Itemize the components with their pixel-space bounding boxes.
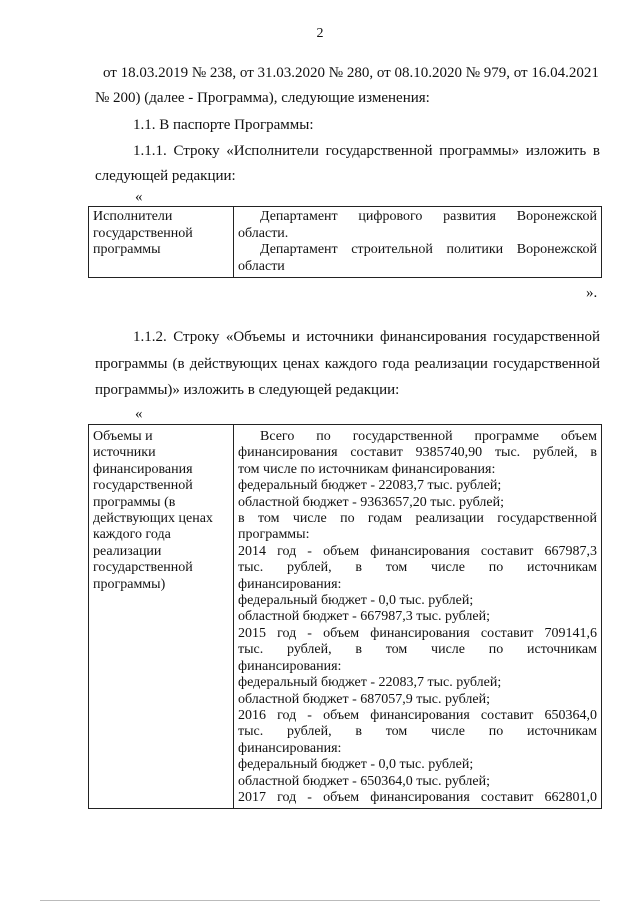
funding-value-line: 2015 год - объем финансирования составит 709141,6: [238, 625, 597, 641]
executors-value-line: области: [238, 258, 285, 274]
funding-value-line: финансирования:: [238, 658, 342, 674]
item-1-1-2-line-3: программы)» изложить в следующей редакции:: [95, 382, 400, 398]
item-1-1-1-line-2: следующей редакции:: [95, 168, 236, 184]
funding-value-line: тыс. рублей, в том числе по источникам: [238, 642, 597, 658]
item-1-1-1-line-1: 1.1.1. Строку «Исполнители государственной программы» изложить в: [133, 143, 600, 159]
funding-value-line: федеральный бюджет - 0,0 тыс. рублей;: [238, 593, 474, 609]
funding-label-line: государственной: [93, 478, 193, 494]
item-1-1-2-line-2: программы (в действующих ценах каждого года реализации государственной: [95, 356, 600, 372]
funding-value-line: федеральный бюджет - 22083,7 тыс. рублей;: [238, 675, 502, 691]
funding-value-line: областной бюджет - 650364,0 тыс. рублей;: [238, 773, 490, 789]
funding-label-cell: [89, 425, 234, 809]
funding-label-line: каждого года: [93, 527, 171, 543]
executors-label-line: программы: [93, 242, 161, 257]
funding-value-line: 2014 год - объем финансирования составит 667987,3: [238, 543, 597, 559]
funding-value-line: финансирования:: [238, 740, 342, 756]
funding-value-cell: [234, 425, 602, 809]
opening-quote-1: «: [135, 189, 143, 205]
funding-label-line: программы (в: [93, 494, 176, 510]
executors-label-line: Исполнители: [93, 209, 173, 224]
page-number: 2: [316, 26, 324, 41]
intro-line-1: от 18.03.2019 № 238, от 31.03.2020 № 280, от 08.10.2020 № 979, от 16.04.2021: [103, 65, 599, 81]
funding-label-line: Объемы и: [93, 429, 153, 444]
funding-label-line: источники: [93, 445, 156, 461]
executors-value-line: области.: [238, 225, 289, 241]
funding-label-line: реализации: [93, 543, 162, 559]
executors-label-cell: [89, 207, 234, 278]
funding-label-line: действующих ценах: [93, 511, 213, 527]
intro-line-2: № 200) (далее - Программа), следующие изменения:: [95, 90, 430, 106]
funding-value-line: том числе по источникам финансирования:: [238, 461, 496, 477]
executors-value-line: Департамент строительной политики Воронежской: [260, 242, 597, 257]
funding-value-line: в том числе по годам реализации государственной: [238, 511, 597, 527]
funding-value-line: тыс. рублей, в том числе по источникам: [238, 560, 597, 576]
executors-label-line: государственной: [93, 225, 193, 241]
funding-value-line: финансирования составит 9385740,90 тыс. рублей, в: [238, 445, 597, 461]
item-1-1-heading: 1.1. В паспорте Программы:: [133, 117, 314, 133]
funding-value-line: федеральный бюджет - 0,0 тыс. рублей;: [238, 757, 474, 773]
funding-value-line: областной бюджет - 9363657,20 тыс. рублей;: [238, 494, 504, 510]
executors-value-cell: [234, 207, 602, 278]
bottom-rule: [40, 900, 600, 901]
funding-value-line: финансирования:: [238, 576, 342, 592]
funding-label-line: финансирования: [93, 461, 193, 477]
funding-value-line: Всего по государственной программе объем: [260, 429, 597, 444]
funding-value-line: областной бюджет - 687057,9 тыс. рублей;: [238, 691, 490, 707]
item-1-1-2-line-1: 1.1.2. Строку «Объемы и источники финансирования государственной: [133, 329, 600, 345]
funding-value-line: тыс. рублей, в том числе по источникам: [238, 724, 597, 740]
funding-value-line: 2016 год - объем финансирования составит 650364,0: [238, 707, 597, 723]
funding-label-line: программы): [93, 576, 166, 592]
funding-table: [88, 424, 602, 809]
funding-value-line: программы:: [238, 527, 310, 543]
funding-value-line: федеральный бюджет - 22083,7 тыс. рублей;: [238, 478, 502, 494]
closing-quote-1: ».: [586, 285, 598, 301]
opening-quote-2: «: [135, 406, 143, 422]
executors-table: [88, 206, 602, 278]
funding-value-line: 2017 год - объем финансирования составит 662801,0: [238, 789, 597, 805]
funding-label-line: государственной: [93, 560, 193, 576]
executors-value-line: Департамент цифрового развития Воронежской: [260, 209, 597, 224]
funding-value-line: областной бюджет - 667987,3 тыс. рублей;: [238, 609, 490, 625]
